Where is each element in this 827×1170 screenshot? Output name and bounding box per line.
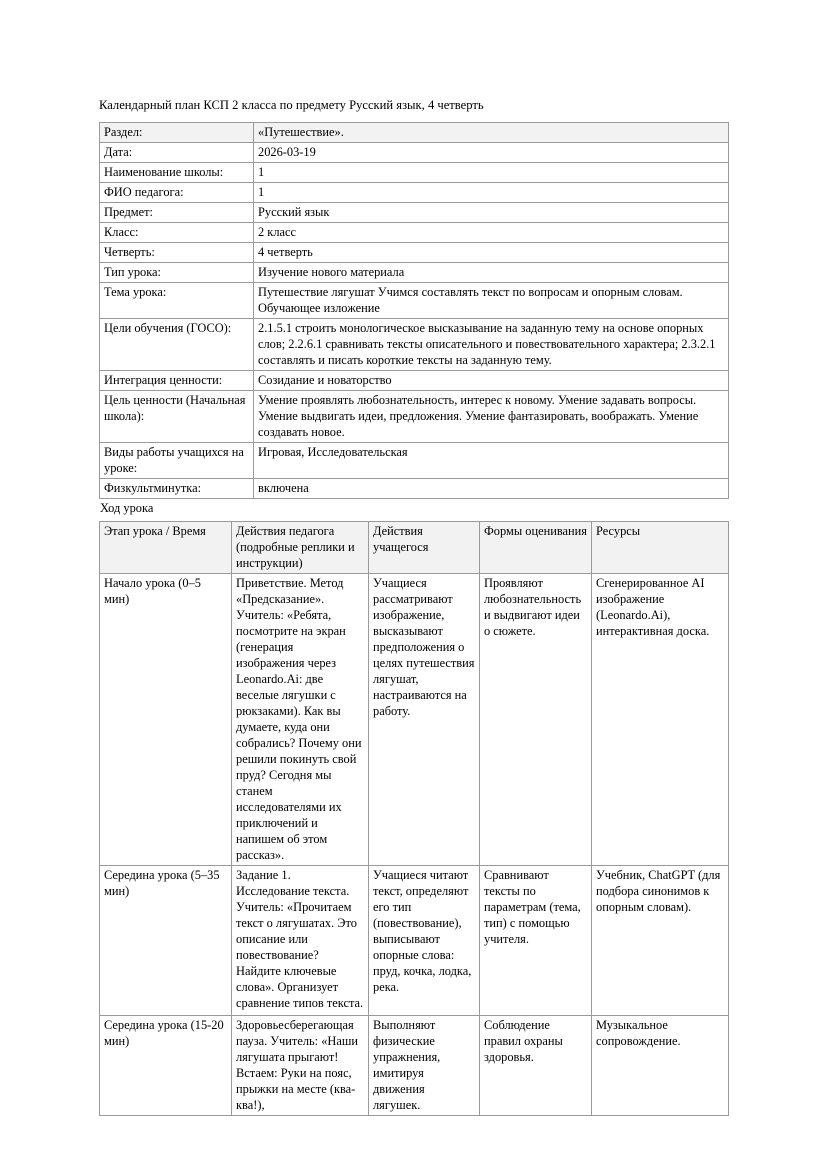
info-label: Тема урока: bbox=[100, 282, 254, 318]
table-row bbox=[100, 282, 729, 318]
cell-resources: Сгенерированное AI изображение (Leonardo.Ai), интерактивная доска. bbox=[592, 573, 729, 865]
info-label: Цели обучения (ГОСО): bbox=[100, 318, 254, 370]
lesson-flow-table bbox=[99, 521, 729, 1116]
table-row bbox=[100, 865, 729, 1015]
info-value: 2 класс bbox=[254, 222, 729, 242]
cell-student-actions: Учащиеся читают текст, определяют его тип (повествование), выписывают опорные слова: пруд, кочка, лодка, река. bbox=[369, 865, 480, 1015]
info-value: 1 bbox=[254, 162, 729, 182]
table-row bbox=[100, 162, 729, 182]
info-label: Виды работы учащихся на уроке: bbox=[100, 442, 254, 478]
table-row bbox=[100, 318, 729, 370]
info-value: Созидание и новаторство bbox=[254, 370, 729, 390]
info-value: 2.1.5.1 строить монологическое высказывание на заданную тему на основе опорных слов; 2.2.6.1 сравнивать тексты описательного и повествовательного характера; 2.3.2.1 составлять и писать короткие тексты на заданную тему. bbox=[254, 318, 729, 370]
table-row bbox=[100, 390, 729, 442]
table-row bbox=[100, 573, 729, 865]
cell-stage: Середина урока (15-20 мин) bbox=[100, 1015, 232, 1115]
cell-student-actions: Учащиеся рассматривают изображение, высказывают предположения о целях путешествия лягушат, настраиваются на работу. bbox=[369, 573, 480, 865]
info-value: Игровая, Исследовательская bbox=[254, 442, 729, 478]
column-header-stage: Этап урока / Время bbox=[100, 521, 232, 573]
cell-assessment: Соблюдение правил охраны здоровья. bbox=[480, 1015, 592, 1115]
cell-resources: Учебник, ChatGPT (для подбора синонимов к опорным словам). bbox=[592, 865, 729, 1015]
table-row bbox=[100, 182, 729, 202]
table-header-row bbox=[100, 521, 729, 573]
info-label: Дата: bbox=[100, 142, 254, 162]
cell-teacher-actions: Задание 1. Исследование текста. Учитель: «Прочитаем текст о лягушатах. Это описание или повествование? Найдите ключевые слова». Организует сравнение типов текста. bbox=[232, 865, 369, 1015]
info-value: Русский язык bbox=[254, 202, 729, 222]
cell-stage: Начало урока (0–5 мин) bbox=[100, 573, 232, 865]
info-label: Тип урока: bbox=[100, 262, 254, 282]
table-row bbox=[100, 1015, 729, 1115]
info-value: 4 четверть bbox=[254, 242, 729, 262]
column-header-assessment: Формы оценивания bbox=[480, 521, 592, 573]
column-header-teacher-actions: Действия педагога (подробные реплики и инструкции) bbox=[232, 521, 369, 573]
info-value: Изучение нового материала bbox=[254, 262, 729, 282]
info-label: Физкультминутка: bbox=[100, 478, 254, 498]
cell-stage: Середина урока (5–35 мин) bbox=[100, 865, 232, 1015]
section-caption: Ход урока bbox=[100, 500, 154, 515]
info-label: Наименование школы: bbox=[100, 162, 254, 182]
info-label: Интеграция ценности: bbox=[100, 370, 254, 390]
page-title: Календарный план КСП 2 класса по предмету Русский язык, 4 четверть bbox=[99, 98, 484, 112]
cell-assessment: Сравнивают тексты по параметрам (тема, тип) с помощью учителя. bbox=[480, 865, 592, 1015]
table-row bbox=[100, 370, 729, 390]
cell-teacher-actions: Здоровьесберегающая пауза. Учитель: «Наши лягушата прыгают! Встаем: Руки на пояс, прыжки на месте (ква-ква!), bbox=[232, 1015, 369, 1115]
cell-student-actions: Выполняют физические упражнения, имитируя движения лягушек. bbox=[369, 1015, 480, 1115]
info-label: Четверть: bbox=[100, 242, 254, 262]
info-label: Предмет: bbox=[100, 202, 254, 222]
table-row bbox=[100, 202, 729, 222]
cell-resources: Музыкальное сопровождение. bbox=[592, 1015, 729, 1115]
table-row bbox=[100, 142, 729, 162]
column-header-student-actions: Действия учащегося bbox=[369, 521, 480, 573]
info-value: Умение проявлять любознательность, интерес к новому. Умение задавать вопросы. Умение выдвигать идеи, предложения. Умение фантазировать, воображать. Умение создавать новое. bbox=[254, 390, 729, 442]
info-value: включена bbox=[254, 478, 729, 498]
info-value: Путешествие лягушат Учимся составлять текст по вопросам и опорным словам. Обучающее изложение bbox=[254, 282, 729, 318]
table-row bbox=[100, 262, 729, 282]
document-content bbox=[99, 98, 728, 1116]
lesson-info-table bbox=[99, 122, 729, 499]
info-label: Раздел: bbox=[100, 122, 254, 142]
cell-teacher-actions: Приветствие. Метод «Предсказание». Учитель: «Ребята, посмотрите на экран (генерация изображения через Leonardo.Ai: две веселые лягушки с рюкзаками). Как вы думаете, куда они собрались? Почему они решили покинуть свой пруд? Сегодня мы станем исследователями их приключений и напишем об этом рассказ». bbox=[232, 573, 369, 865]
info-label: ФИО педагога: bbox=[100, 182, 254, 202]
info-value: 2026-03-19 bbox=[254, 142, 729, 162]
table-row bbox=[100, 242, 729, 262]
table-row bbox=[100, 122, 729, 142]
info-value: 1 bbox=[254, 182, 729, 202]
column-header-resources: Ресурсы bbox=[592, 521, 729, 573]
info-value: «Путешествие». bbox=[254, 122, 729, 142]
info-label: Класс: bbox=[100, 222, 254, 242]
info-label: Цель ценности (Начальная школа): bbox=[100, 390, 254, 442]
cell-assessment: Проявляют любознательность и выдвигают идеи о сюжете. bbox=[480, 573, 592, 865]
table-row bbox=[100, 478, 729, 498]
table-row bbox=[100, 442, 729, 478]
table-row bbox=[100, 222, 729, 242]
